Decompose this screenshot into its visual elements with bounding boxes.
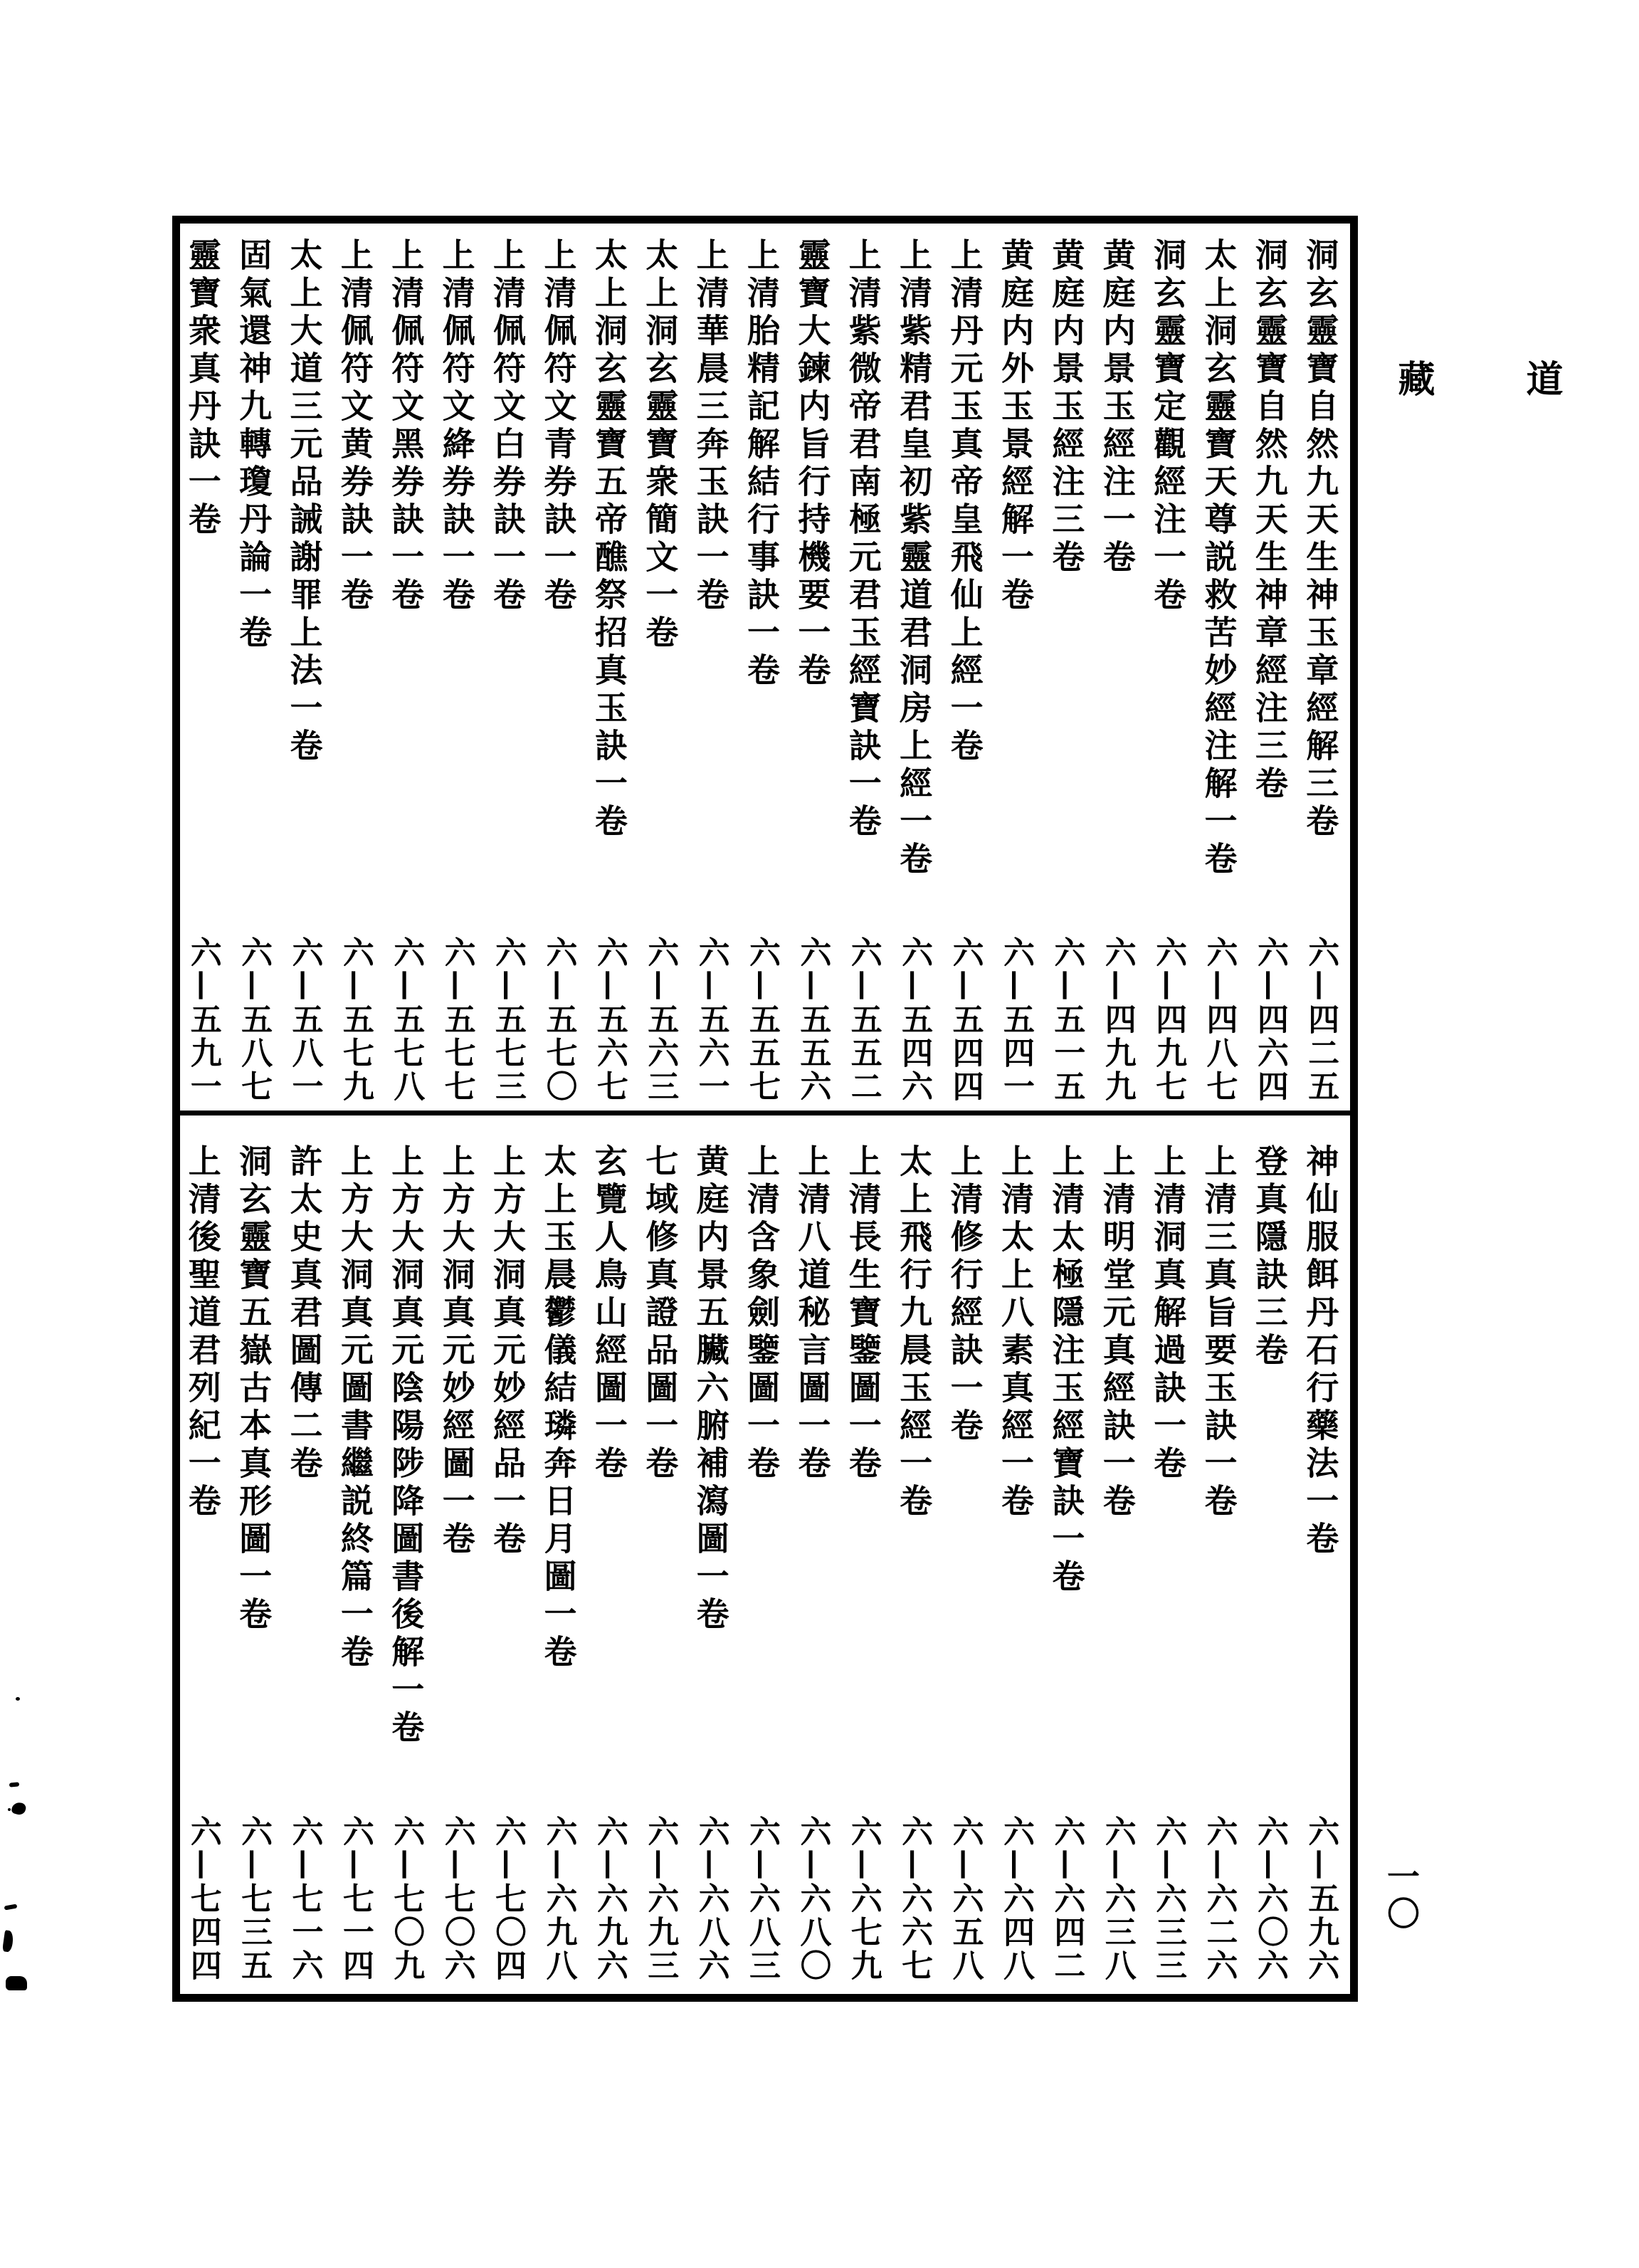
volume-page-ref: 六—六八三: [744, 1815, 780, 1983]
catalog-entry: [685, 238, 736, 1103]
scripture-title: 七域修真證品圖一卷: [641, 1144, 680, 1484]
volume-page-ref: 六—六八〇: [794, 1815, 831, 1983]
catalog-entry: [838, 238, 888, 1103]
scripture-title: 太上大道三元品誡謝罪上法一卷: [285, 238, 324, 766]
catalog-entry: [381, 238, 431, 1103]
catalog-entry: [635, 1144, 685, 1983]
catalog-entry: [1041, 1144, 1092, 1983]
volume-page-ref: 六—四九九: [1099, 936, 1136, 1103]
catalog-entry: [482, 238, 532, 1103]
catalog-entry: [990, 238, 1040, 1103]
scripture-title: 上清太極隱注玉經寶訣一卷: [1047, 1144, 1086, 1597]
ink-speck: [6, 1976, 27, 1990]
volume-page-ref: 六—七〇九: [388, 1815, 425, 1983]
folio-number: 一〇: [1382, 1859, 1421, 1933]
content-frame-inner: [180, 224, 1350, 1994]
scripture-title: 神仙服餌丹石行藥法一卷: [1301, 1144, 1340, 1559]
catalog-entry: [635, 238, 685, 1103]
scripture-title: 太上飛行九晨玉經一卷: [895, 1144, 934, 1521]
scripture-title: 上清長生寶鑒圖一卷: [843, 1144, 882, 1484]
scripture-title: 玄覽人鳥山經圖一卷: [589, 1144, 628, 1484]
catalog-entry: [1142, 238, 1193, 1103]
volume-page-ref: 六—六三八: [1099, 1815, 1136, 1983]
running-title-char-dao: 道: [1519, 359, 1563, 397]
scripture-title: 上清紫微帝君南極元君玉經寶訣一卷: [843, 238, 882, 841]
volume-page-ref: 六—七四四: [184, 1815, 221, 1983]
scripture-title: 上清佩符文絳券訣一卷: [437, 238, 476, 615]
catalog-upper-section: [180, 224, 1350, 1111]
scripture-title: 上清佩符文白券訣一卷: [488, 238, 527, 615]
catalog-entry: [1244, 238, 1295, 1103]
scripture-title: 上清修行經訣一卷: [945, 1144, 984, 1446]
volume-page-ref: 六—五七〇: [540, 936, 577, 1103]
volume-page-ref: 六—四六四: [1251, 936, 1288, 1103]
scripture-title: 黄庭内外玉景經解一卷: [996, 238, 1035, 615]
catalog-entry: [888, 1144, 939, 1983]
catalog-entry: [177, 1144, 228, 1983]
volume-page-ref: 六—六九三: [642, 1815, 679, 1983]
catalog-entry: [787, 1144, 838, 1983]
ink-speck: [4, 1904, 18, 1910]
catalog-entry: [736, 238, 786, 1103]
catalog-entry: [330, 1144, 380, 1983]
volume-page-ref: 六—四八七: [1201, 936, 1238, 1103]
volume-page-ref: 六—五六三: [642, 936, 679, 1103]
volume-page-ref: 六—七〇六: [438, 1815, 475, 1983]
scripture-title: 靈寶大鍊内旨行持機要一卷: [793, 238, 832, 691]
scripture-title: 洞玄靈寶五嶽古本真形圖一卷: [234, 1144, 273, 1634]
scripture-title: 上清丹元玉真帝皇飛仙上經一卷: [945, 238, 984, 766]
running-title-char-zang: 藏: [1391, 359, 1435, 397]
scripture-title: 上方大洞真元妙經品一卷: [488, 1144, 527, 1559]
catalog-entry: [888, 238, 939, 1103]
catalog-entry: [1092, 238, 1142, 1103]
catalog-lower-section: [180, 1115, 1350, 1994]
volume-page-ref: 六—六九六: [591, 1815, 628, 1983]
volume-page-ref: 六—六三三: [1150, 1815, 1187, 1983]
catalog-entry: [228, 1144, 278, 1983]
volume-page-ref: 六—五四六: [896, 936, 933, 1103]
scripture-title: 洞玄靈寶定觀經注一卷: [1149, 238, 1188, 615]
volume-page-ref: 六—五五六: [794, 936, 831, 1103]
catalog-entry: [533, 1144, 584, 1983]
catalog-entry: [279, 1144, 330, 1983]
volume-page-ref: 六—七三五: [236, 1815, 273, 1983]
volume-page-ref: 六—六〇六: [1251, 1815, 1288, 1983]
scripture-title: 上清佩符文黄券訣一卷: [335, 238, 374, 615]
catalog-entry: [685, 1144, 736, 1983]
catalog-entry: [1041, 238, 1092, 1103]
catalog-entry: [177, 238, 228, 1103]
ink-speck: [11, 1801, 27, 1816]
catalog-entry: [1295, 238, 1346, 1103]
volume-page-ref: 六—六八六: [692, 1815, 729, 1983]
volume-page-ref: 六—五七七: [438, 936, 475, 1103]
catalog-entry: [330, 238, 380, 1103]
volume-page-ref: 六—六四二: [1048, 1815, 1085, 1983]
volume-page-ref: 六—七一六: [286, 1815, 323, 1983]
catalog-entry: [1295, 1144, 1346, 1983]
content-frame-border: [172, 216, 1358, 2002]
volume-page-ref: 六—六九八: [540, 1815, 577, 1983]
scripture-title: 上方大洞真元陰陽陟降圖書後解一卷: [386, 1144, 426, 1748]
catalog-entry: [939, 1144, 990, 1983]
scripture-title: 上清三真旨要玉訣一卷: [1199, 1144, 1238, 1521]
scripture-title: 上方大洞真元圖書繼説終篇一卷: [335, 1144, 374, 1672]
volume-page-ref: 六—七〇四: [490, 1815, 527, 1983]
catalog-entry: [787, 238, 838, 1103]
volume-page-ref: 六—五八一: [286, 936, 323, 1103]
volume-page-ref: 六—五一五: [1048, 936, 1085, 1103]
volume-page-ref: 六—六四八: [997, 1815, 1034, 1983]
scripture-title: 太上洞玄靈寶天尊説救苦妙經注解一卷: [1199, 238, 1238, 879]
scripture-title: 黄庭内景玉經注一卷: [1097, 238, 1137, 577]
running-title: [1386, 359, 1568, 397]
catalog-entry: [939, 238, 990, 1103]
scripture-title: 上清含象劍鑒圖一卷: [742, 1144, 781, 1484]
volume-page-ref: 六—五四四: [947, 936, 984, 1103]
scripture-title: 登真隱訣三卷: [1250, 1144, 1289, 1370]
volume-page-ref: 六—五六七: [591, 936, 628, 1103]
volume-page-ref: 六—七一四: [337, 1815, 374, 1983]
scripture-title: 黄庭内景五臟六腑補瀉圖一卷: [691, 1144, 730, 1634]
volume-page-ref: 六—六五八: [947, 1815, 984, 1983]
volume-page-ref: 六—五七三: [490, 936, 527, 1103]
volume-page-ref: 六—四九七: [1150, 936, 1187, 1103]
section-divider-rule: [179, 1111, 1351, 1115]
scripture-title: 許太史真君圖傳二卷: [285, 1144, 324, 1484]
catalog-entry: [736, 1144, 786, 1983]
scripture-title: 上清佩符文青券訣一卷: [539, 238, 578, 615]
volume-page-ref: 六—五五二: [845, 936, 882, 1103]
volume-page-ref: 六—六七九: [845, 1815, 882, 1983]
volume-page-ref: 六—五四一: [997, 936, 1034, 1103]
volume-page-ref: 六—五九一: [184, 936, 221, 1103]
scripture-title: 上清後聖道君列紀一卷: [183, 1144, 222, 1521]
scripture-title: 上清洞真解過訣一卷: [1149, 1144, 1188, 1484]
volume-page-ref: 六—五七八: [388, 936, 425, 1103]
scripture-title: 固氣還神九轉瓊丹論一卷: [234, 238, 273, 653]
catalog-entry: [533, 238, 584, 1103]
catalog-entry: [1142, 1144, 1193, 1983]
ink-speck: [16, 1697, 20, 1701]
catalog-entry: [1244, 1144, 1295, 1983]
volume-page-ref: 六—五七九: [337, 936, 374, 1103]
catalog-entry: [279, 238, 330, 1103]
catalog-entry: [1193, 1144, 1244, 1983]
catalog-entry: [482, 1144, 532, 1983]
scripture-title: 上清八道秘言圖一卷: [793, 1144, 832, 1484]
catalog-entry: [838, 1144, 888, 1983]
volume-page-ref: 六—六二六: [1201, 1815, 1238, 1983]
scripture-title: 洞玄靈寶自然九天生神玉章經解三卷: [1301, 238, 1340, 841]
catalog-entry: [431, 238, 482, 1103]
scripture-title: 洞玄靈寶自然九天生神章經注三卷: [1250, 238, 1289, 804]
scripture-title: 黄庭内景玉經注三卷: [1047, 238, 1086, 577]
scripture-title: 太上玉晨鬱儀結璘奔日月圖一卷: [539, 1144, 578, 1672]
volume-page-ref: 六—四二五: [1302, 936, 1339, 1103]
scripture-title: 上清華晨三奔玉訣一卷: [691, 238, 730, 615]
scripture-title: 靈寶衆真丹訣一卷: [183, 238, 222, 540]
volume-page-ref: 六—五五七: [744, 936, 780, 1103]
scripture-title: 太上洞玄靈寶衆簡文一卷: [641, 238, 680, 653]
catalog-entry: [584, 1144, 634, 1983]
catalog-entry: [584, 238, 634, 1103]
catalog-entry: [990, 1144, 1040, 1983]
catalog-entry: [431, 1144, 482, 1983]
ink-speck: [2, 1930, 14, 1953]
volume-page-ref: 六—五六一: [692, 936, 729, 1103]
volume-page-ref: 六—五九六: [1302, 1815, 1339, 1983]
catalog-entry: [381, 1144, 431, 1983]
scripture-title: 太上洞玄靈寶五帝醮祭招真玉訣一卷: [589, 238, 628, 841]
scripture-title: 上清太上八素真經一卷: [996, 1144, 1035, 1521]
catalog-entry: [1193, 238, 1244, 1103]
volume-page-ref: 六—五八七: [236, 936, 273, 1103]
ink-speck: [9, 1782, 20, 1787]
scripture-title: 上清明堂元真經訣一卷: [1097, 1144, 1137, 1521]
catalog-entry: [228, 238, 278, 1103]
scripture-title: 上清胎精記解結行事訣一卷: [742, 238, 781, 691]
volume-page-ref: 六—六六七: [896, 1815, 933, 1983]
ink-speck: [8, 1808, 11, 1811]
scripture-title: 上方大洞真元妙經圖一卷: [437, 1144, 476, 1559]
catalog-entry: [1092, 1144, 1142, 1983]
scripture-title: 上清紫精君皇初紫靈道君洞房上經一卷: [895, 238, 934, 879]
scripture-title: 上清佩符文黑券訣一卷: [386, 238, 426, 615]
